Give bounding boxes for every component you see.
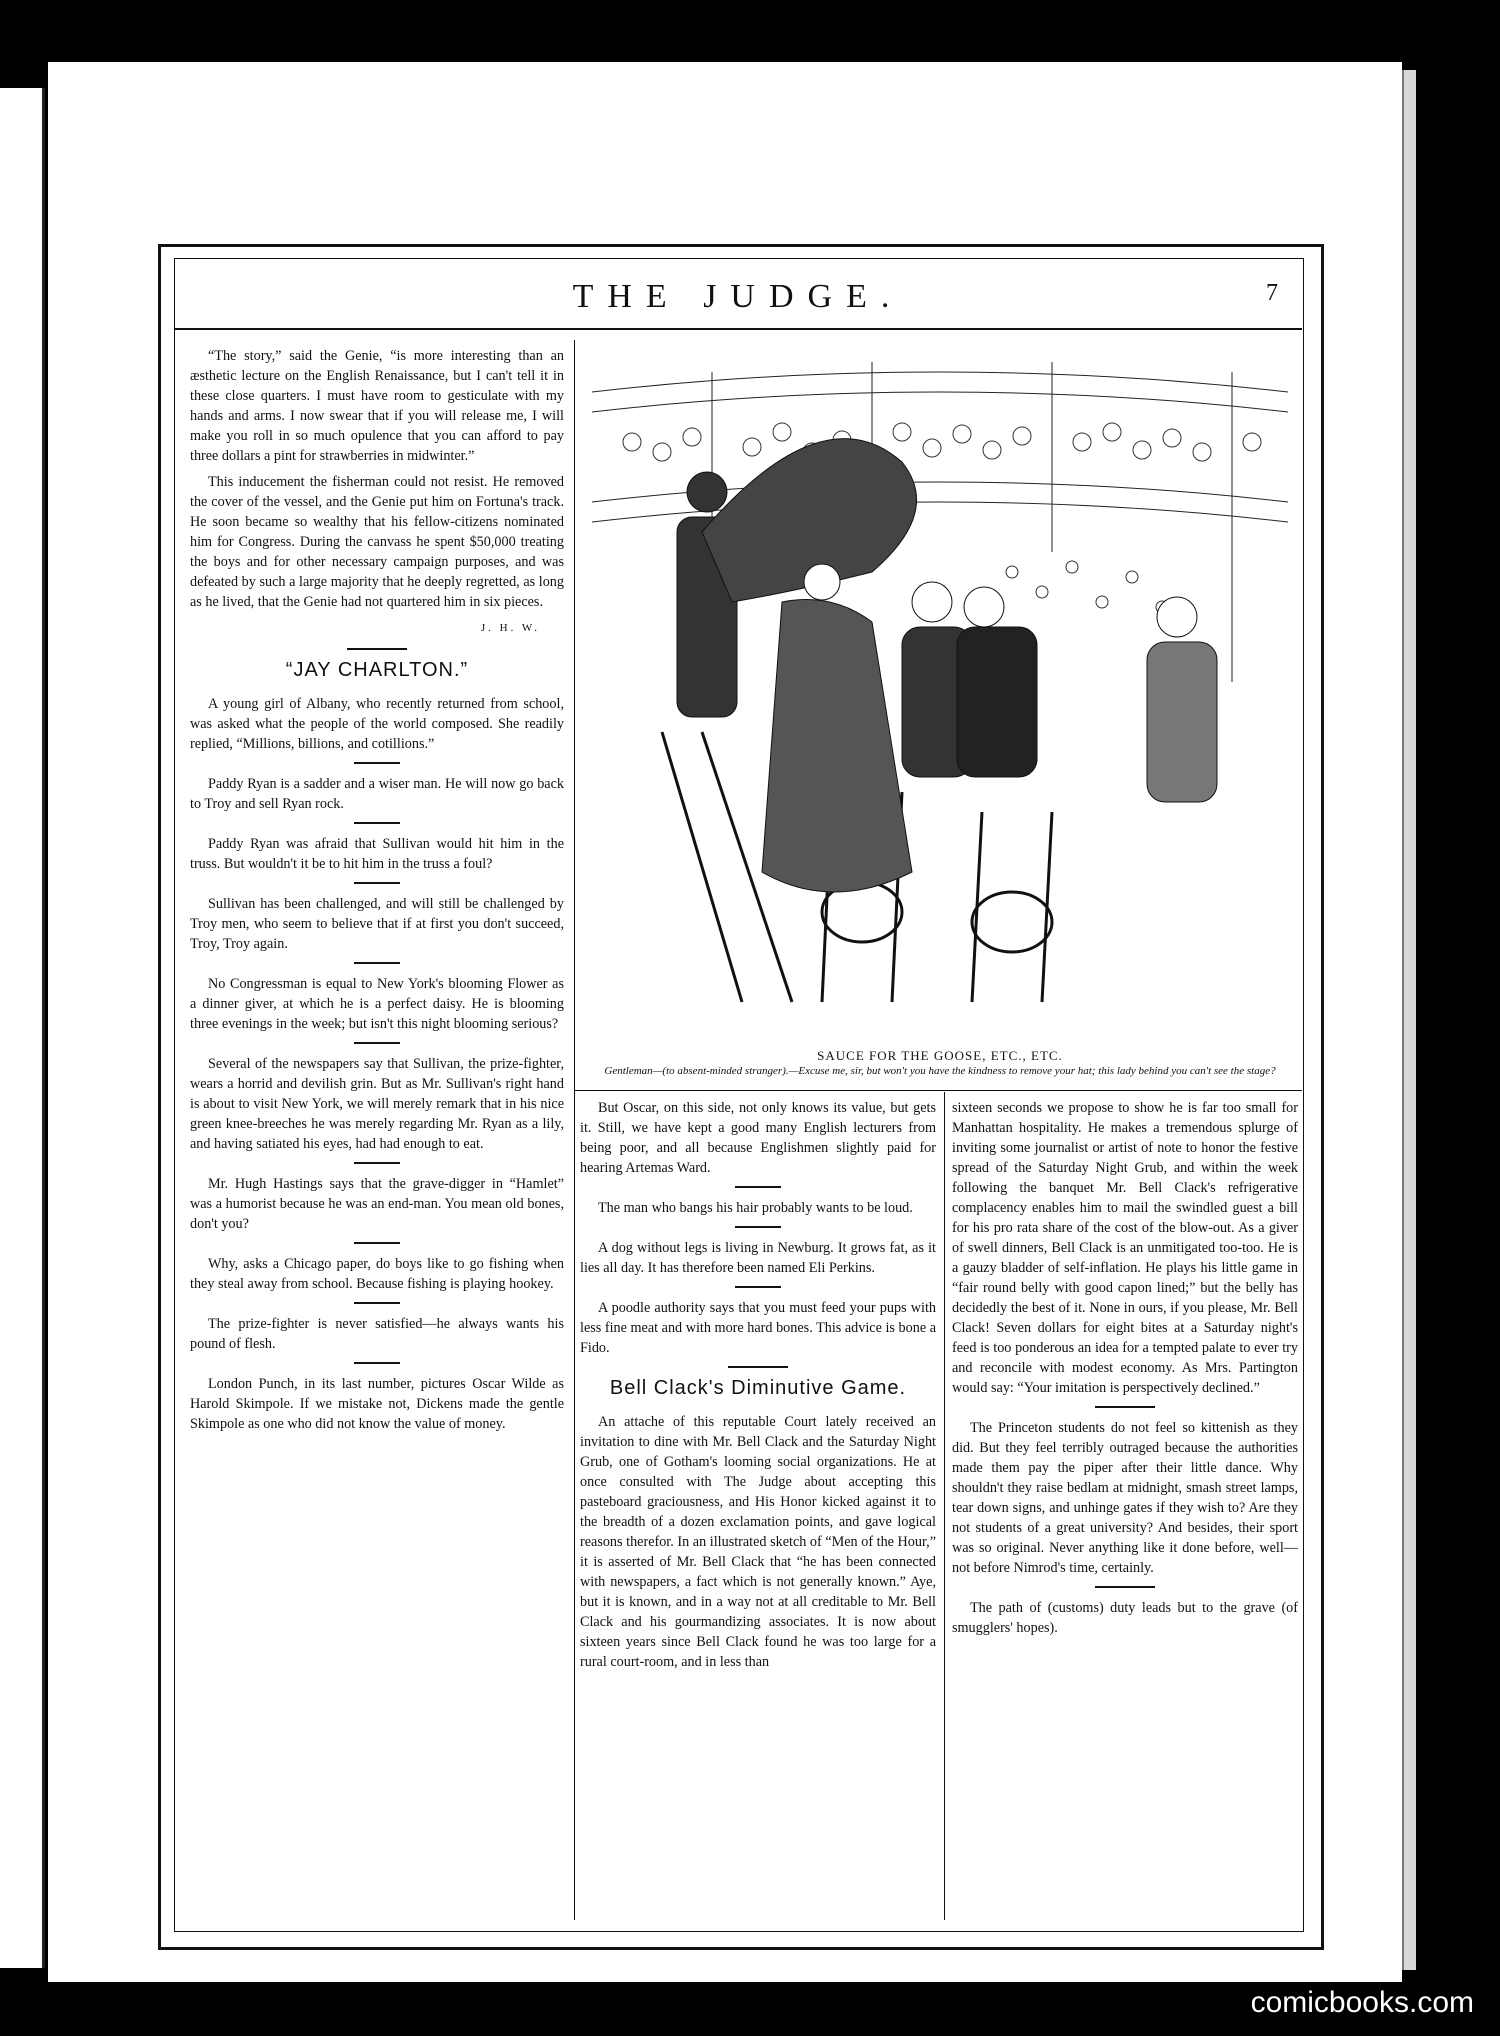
author-signature: J. H. W. (480, 622, 540, 634)
paragraph-item: A poodle authority says that you must feed your pups with less fine meat and with more hard bones. This advice is bone a Fido. (580, 1300, 936, 1356)
paragraph-item: A dog without legs is living in Newburg. It grows fat, as it lies all day. It has therefore been named Eli Perkins. (580, 1240, 936, 1276)
paragraph-item: London Punch, in its last number, pictures Oscar Wilde as Harold Skimpole. If we mistake not, Dickens made the gentle Skimpole as one who did not know the value of money. (190, 1376, 564, 1432)
divider (735, 1186, 781, 1188)
divider (354, 1042, 400, 1044)
genie-paragraph: This inducement the fisherman could not resist. He removed the cover of the vessel, and the Genie put him on Fortuna's track. He soon became so wealthy that his fellow-citizens nominated him for Congress. During the canvass he spent $50,000 treating the boys and for other necessary campaign purposes, and was defeated by such a large majority that he deeply regretted, as long as he lived, that the Genie had not quartered him in six pieces. (190, 474, 564, 610)
adjacent-page-edge (0, 88, 45, 1968)
divider (1095, 1586, 1155, 1588)
divider (347, 648, 407, 650)
cartoon-illustration (592, 352, 1288, 1024)
theater-audience-drawing (592, 352, 1288, 1024)
column-1 (190, 346, 564, 1440)
paragraph-item: Several of the newspapers say that Sullivan, the prize-fighter, wears a horrid and devilish grin. But as Mr. Sullivan's right hand is about to visit New York, we will merely remark that in his nice green knee-breeches he was merely regarding Mr. Ryan as a lily, and having satiated his eyes, had had enough to eat. (190, 1056, 564, 1152)
column-3 (952, 1098, 1298, 1644)
column-divider (574, 340, 575, 1920)
divider (354, 1242, 400, 1244)
article-body: An attache of this reputable Court lately received an invitation to dine with Mr. Bell Clack and the Saturday Night Grub, one of Gotham's looming social organizations. He at once consulted with The Judge about accepting this pasteboard graciousness, and His Honor kicked against it to the breadth of a dozen exclamation points, and gave logical reasons therefor. In an illustrated sketch of “Men of the Hour,” it is asserted of Mr. Bell Clack that “he has been connected with newspapers, a fact which is not generally known.” Aye, but it is known, and in a way not at all creditable to Mr. Bell Clack and his gourmandizing associates. It is now about sixteen years since Bell Clack found he was too large for a rural court-room, and in less than (580, 1414, 936, 1670)
paragraph-item: No Congressman is equal to New York's blooming Flower as a dinner giver, at which he is a perfect daisy. He is blooming three evenings in the week; but isn't this night blooming serious? (190, 976, 564, 1032)
paragraph-item: A young girl of Albany, who recently returned from school, was asked what the people of the world composed. She readily replied, “Millions, billions, and cotillions.” (190, 696, 564, 752)
divider (354, 962, 400, 964)
paragraph-item: The Princeton students do not feel so kittenish as they did. But they feel terribly outraged because the authorities made them pay the piper after their little dance. Why shouldn't they raise bedlam at midnight, smash street lamps, tear down signs, and unhinge gates if they wish to? Are they not students of a great university? And besides, their sport was so original. Never anything like it done before, well—not before Nimrod's time, certainly. (952, 1420, 1298, 1576)
divider (354, 1302, 400, 1304)
divider (354, 822, 400, 824)
paragraph-item: Paddy Ryan is a sadder and a wiser man. He will now go back to Troy and sell Ryan rock. (190, 776, 564, 812)
column-divider (944, 1092, 945, 1920)
paragraph-item: Why, asks a Chicago paper, do boys like to go fishing when they steal away from school. Because fishing is playing hookey. (190, 1256, 564, 1292)
watermark: comicbooks.com (1250, 1986, 1474, 2019)
paragraph-item: The path of (customs) duty leads but to the grave (of smugglers' hopes). (952, 1600, 1298, 1636)
illustration-caption (586, 1048, 1294, 1078)
paragraph-item: Sullivan has been challenged, and will still be challenged by Troy men, who seem to believe that if at first you don't succeed, Troy, Troy again. (190, 896, 564, 952)
section-heading: “JAY CHARLTON.” (285, 659, 469, 681)
paragraph-item: Paddy Ryan was afraid that Sullivan would hit him in the truss. But wouldn't it be to hit him in the truss a foul? (190, 836, 564, 872)
masthead (174, 270, 1302, 330)
paragraph-item: The man who bangs his hair probably wants to be loud. (598, 1200, 913, 1216)
genie-paragraph: “The story,” said the Genie, “is more interesting than an æsthetic lecture on the English Renaissance, but I can't tell it in these close quarters. I must have room to gesticulate with my hands and arms. I now swear that if you will release me, I will make you roll in so much opulence that you can afford to pay three dollars a pint for strawberries in midwinter.” (190, 348, 564, 464)
divider (1095, 1406, 1155, 1408)
divider (354, 882, 400, 884)
article-heading: Bell Clack's Diminutive Game. (609, 1377, 907, 1399)
masthead-title: THE JUDGE. (572, 278, 904, 315)
paragraph-item: The prize-fighter is never satisfied—he always wants his pound of flesh. (190, 1316, 564, 1352)
caption-text: Gentleman—(to absent-minded stranger).—Excuse me, sir, but won't you have the kindness to remove your hat; this lady behind you can't see the stage? (604, 1065, 1276, 1077)
article-continuation: sixteen seconds we propose to show he is far too small for Manhattan hospitality. He makes a tremendous splurge of inviting some journalist or artist of note to honor the festive spread of the Saturday Night Grub, and within the week following the banquet Mr. Bell Clack's refrigerative complacency enables him to mail the swindled guest a bill for his pro rata share of the cost of the blow-out. As a giver of swell dinners, Bell Clack is an unmitigated too-too. He is a gauzy bladder of self-inflation. He plays his little game in “fair round belly with good capon lined;” but the belly has decidedly the best of it. None in ours, if you please, Mr. Bell Clack! Seven dollars for eight bites at a Saturday night's feed is too ponderous an idea for a tempted palate to ever try and reconcile with modest economy. As Mrs. Partington would say: “Your imitation is perspectively declined.” (952, 1100, 1298, 1396)
paragraph-item: But Oscar, on this side, not only knows its value, but gets it. Still, we have kept a good many English lecturers from being poor, and all because Englishmen slightly paid for hearing Artemas Ward. (580, 1100, 936, 1176)
illustration-bottom-rule (574, 1090, 1302, 1091)
caption-title: SAUCE FOR THE GOOSE, ETC., ETC. (817, 1048, 1063, 1063)
page-stack-edge (1402, 70, 1416, 1970)
divider (354, 1162, 400, 1164)
divider (735, 1286, 781, 1288)
page-number: 7 (1266, 280, 1278, 306)
divider (354, 762, 400, 764)
divider (728, 1366, 788, 1368)
divider (735, 1226, 781, 1228)
divider (354, 1362, 400, 1364)
paragraph-item: Mr. Hugh Hastings says that the grave-digger in “Hamlet” was a humorist because he was an end-man. You mean old bones, don't you? (190, 1176, 564, 1232)
column-2 (580, 1098, 936, 1678)
